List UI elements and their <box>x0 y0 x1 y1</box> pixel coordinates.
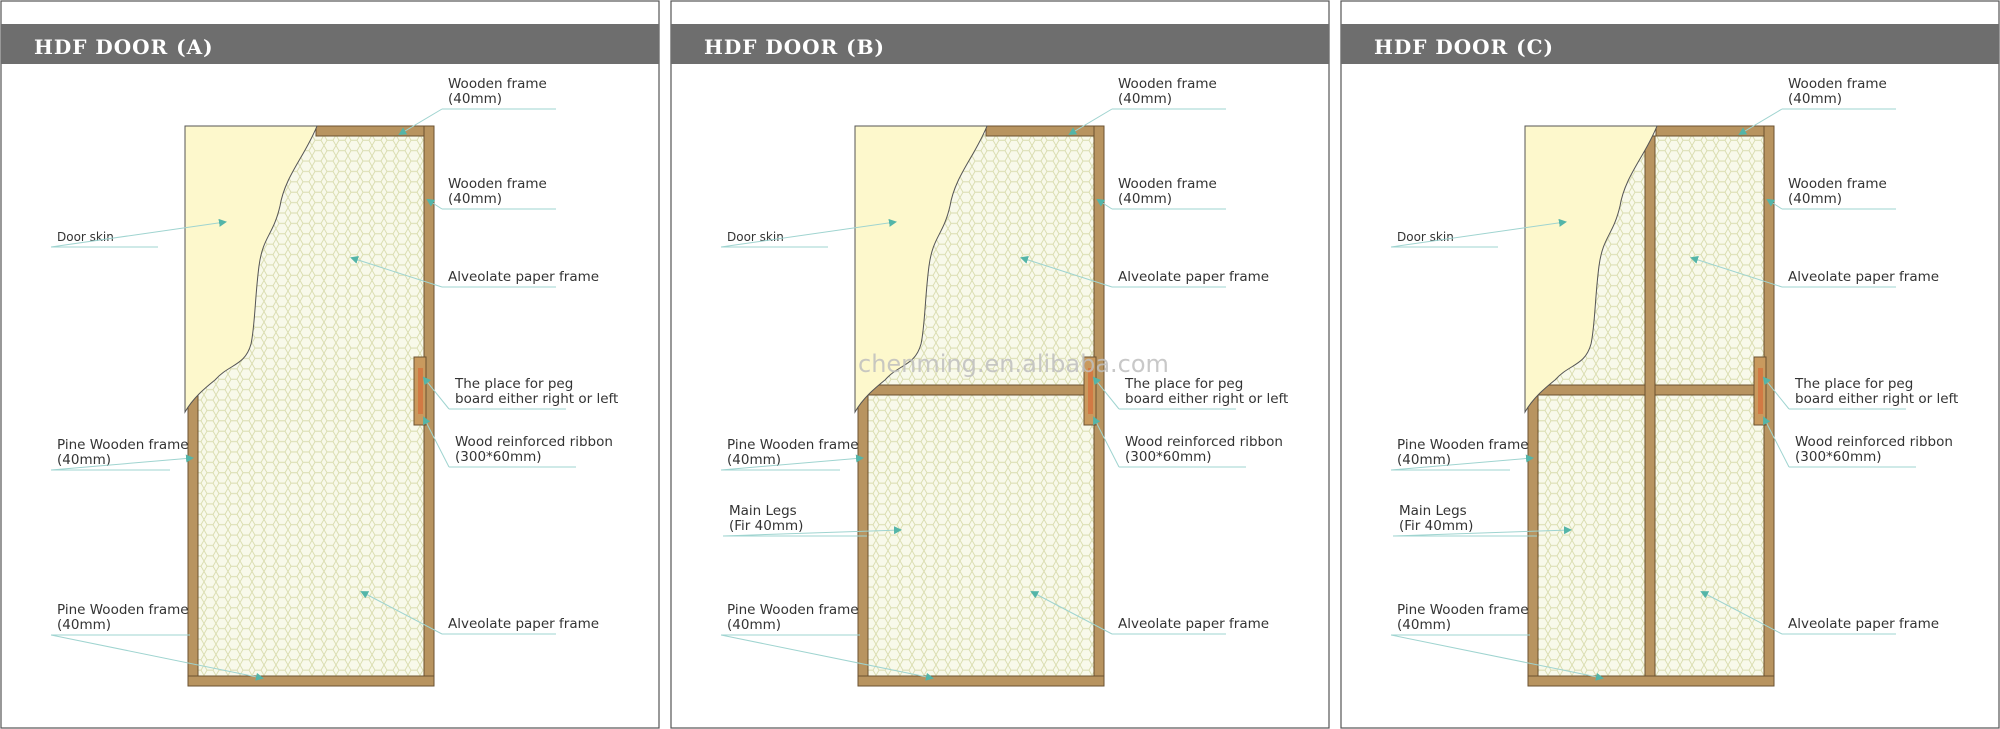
center-stile <box>1645 136 1655 676</box>
label-text: (40mm) <box>1397 452 1452 468</box>
label-text: (Fir 40mm) <box>729 518 804 534</box>
label-text: Wooden frame <box>1118 76 1217 92</box>
label-text: Wooden frame <box>448 76 547 92</box>
label-text: Pine Wooden frame <box>1397 437 1529 453</box>
label-text: (40mm) <box>1397 617 1452 633</box>
label-text: (40mm) <box>727 617 782 633</box>
label-text: Main Legs <box>729 503 797 519</box>
label-text: (40mm) <box>1118 91 1173 107</box>
panel-title: HDF DOOR (B) <box>704 35 886 59</box>
label-text: The place for peg <box>1125 376 1244 392</box>
label-text: Pine Wooden frame <box>57 437 189 453</box>
label-text: (40mm) <box>57 452 112 468</box>
label-text: (300*60mm) <box>1125 449 1212 465</box>
label-text: (40mm) <box>727 452 782 468</box>
label-text: Alveolate paper frame <box>448 616 600 632</box>
peg-board-inlay <box>1758 368 1763 414</box>
bottom-frame-piece <box>1528 676 1774 686</box>
top-frame-piece <box>986 126 1104 136</box>
label-text: Wood reinforced ribbon <box>1125 434 1283 450</box>
label-text: (300*60mm) <box>1795 449 1882 465</box>
label-text: Wooden frame <box>448 176 547 192</box>
label-text: The place for peg <box>455 376 574 392</box>
middle-rail <box>866 385 1094 395</box>
label-text: Wooden frame <box>1788 76 1887 92</box>
peg-board-inlay <box>418 368 423 414</box>
left-frame-piece <box>1528 390 1538 686</box>
door-panel-a <box>1 1 659 728</box>
bottom-frame-piece <box>188 676 434 686</box>
label-text: Door skin <box>1397 230 1454 244</box>
label-text: (40mm) <box>448 191 503 207</box>
label-text: Wood reinforced ribbon <box>1795 434 1953 450</box>
label-text: Main Legs <box>1399 503 1467 519</box>
label-text: Wooden frame <box>1118 176 1217 192</box>
label-text: (40mm) <box>1788 91 1843 107</box>
label-text: Pine Wooden frame <box>57 602 189 618</box>
label-text: (40mm) <box>57 617 112 633</box>
label-text: Pine Wooden frame <box>1397 602 1529 618</box>
left-frame-piece <box>188 390 198 686</box>
label-text: Door skin <box>727 230 784 244</box>
label-text: Door skin <box>57 230 114 244</box>
top-frame-piece <box>316 126 434 136</box>
label-text: Wood reinforced ribbon <box>455 434 613 450</box>
label-text: Wooden frame <box>1788 176 1887 192</box>
label-text: (300*60mm) <box>455 449 542 465</box>
bottom-frame-piece <box>858 676 1104 686</box>
left-frame-piece <box>858 390 868 686</box>
top-frame-piece <box>1656 126 1774 136</box>
label-text: board either right or left <box>455 391 619 407</box>
label-text: The place for peg <box>1795 376 1914 392</box>
label-text: Alveolate paper frame <box>448 269 600 285</box>
panel-title: HDF DOOR (C) <box>1374 35 1555 59</box>
label-text: board either right or left <box>1125 391 1289 407</box>
label-text: (40mm) <box>1118 191 1173 207</box>
label-text: Alveolate paper frame <box>1788 616 1940 632</box>
label-text: Alveolate paper frame <box>1118 269 1270 285</box>
label-text: Pine Wooden frame <box>727 602 859 618</box>
label-text: (40mm) <box>448 91 503 107</box>
watermark: chenming.en.alibaba.com <box>858 350 1169 378</box>
label-text: Alveolate paper frame <box>1788 269 1940 285</box>
label-text: board either right or left <box>1795 391 1959 407</box>
label-text: Alveolate paper frame <box>1118 616 1270 632</box>
door-panel-c <box>1341 1 1999 728</box>
label-text: (Fir 40mm) <box>1399 518 1474 534</box>
label-text: Pine Wooden frame <box>727 437 859 453</box>
panel-title: HDF DOOR (A) <box>34 35 214 59</box>
label-text: (40mm) <box>1788 191 1843 207</box>
